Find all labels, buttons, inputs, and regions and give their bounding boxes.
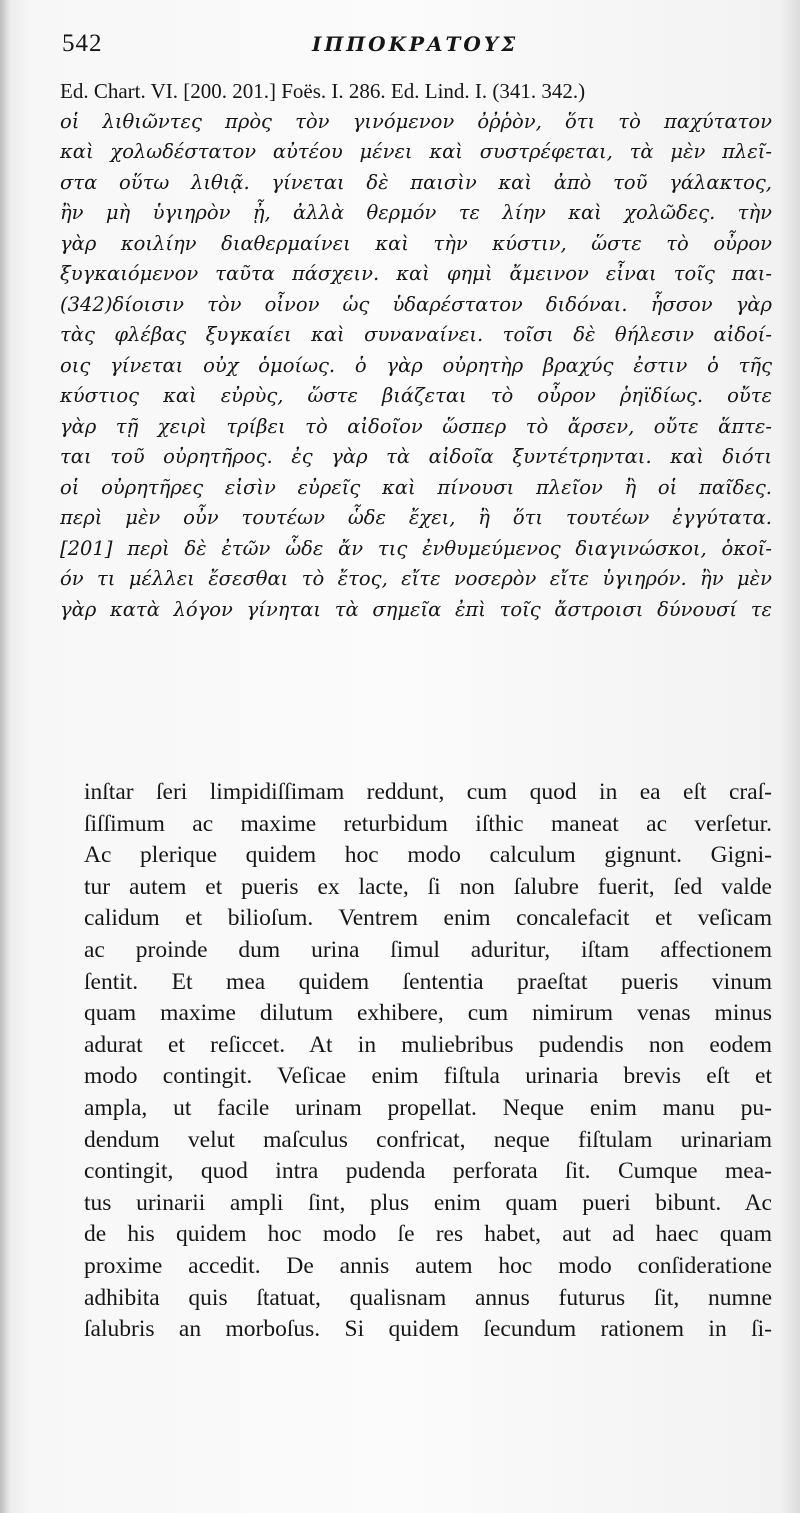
page-header — [62, 30, 762, 66]
greek-line: ἢν μὴ ὑγιηρὸν ᾖ, ἀλλὰ θερμόν τε λίην καὶ χολῶδες. τὴν — [60, 201, 772, 224]
edition-reference-line: Ed. Chart. VI. [200. 201.] Foës. I. 286. Ed. Lind. I. (341. 342.) — [60, 79, 586, 103]
greek-line: στα οὕτω λιθιᾷ. γίνεται δὲ παισὶν καὶ ἀπὸ τοῦ γάλακτος, — [60, 170, 772, 194]
running-head: ΙΠΠΟΚΡΑΤΟΥΣ — [312, 32, 519, 56]
latin-line: calidum et bilioſum. Ventrem enim concalefacit et veſicam — [84, 905, 772, 932]
latin-line: de his quidem hoc modo ſe res habet, aut ad haec quam — [84, 1221, 772, 1248]
greek-text-block — [60, 76, 772, 625]
greek-line: περὶ μὲν οὖν τουτέων ὧδε ἔχει, ἢ ὅτι τουτέων ἐγγύτατα. — [60, 506, 772, 529]
page-spine-shadow — [0, 0, 10, 1513]
latin-line: Ac plerique quidem hoc modo calculum gignunt. Gigni- — [84, 842, 772, 869]
latin-line: proxime accedit. De annis autem hoc modo conſideratione — [84, 1252, 772, 1279]
latin-line: quam maxime dilutum exhibere, cum nimirum venas minus — [84, 1000, 772, 1027]
greek-line: οἱ οὐρητῆρες εἰσὶν εὐρεῖς καὶ πίνουσι πλεῖον ἢ οἱ παῖδες. — [60, 475, 772, 499]
latin-line: tus urinarii ampli ſint, plus enim quam pueri bibunt. Ac — [84, 1189, 772, 1216]
greek-line: οις γίνεται οὐχ ὁμοίως. ὁ γὰρ οὐρητὴρ βραχύς ἐστιν ὁ τῆς — [60, 353, 772, 377]
latin-line: tur autem et pueris ex lacte, ſi non ſalubre fuerit, ſed valde — [84, 873, 772, 900]
latin-text-block — [84, 777, 772, 1346]
greek-line: κύστιος καὶ εὐρὺς, ὥστε βιάζεται τὸ οὖρον ῥηϊδίως. οὔτε — [60, 384, 772, 407]
greek-line: ται τοῦ οὐρητῆρος. ἐς γὰρ τὰ αἰδοῖα ξυντέτρηνται. καὶ διότι — [60, 445, 772, 468]
greek-line: γὰρ κατὰ λόγον γίνηται τὰ σημεῖα ἐπὶ τοῖς ἄστροισι δύνουσί τε — [60, 597, 772, 621]
greek-line: [201] περὶ δὲ ἐτῶν ὧδε ἄν τις ἐνθυμεύμενος διαγινώσκοι, ὁκοῖ- — [60, 536, 772, 560]
latin-line: ampla, ut facile urinam propellat. Neque enim manu pu- — [84, 1094, 772, 1121]
page-number: 542 — [62, 30, 103, 57]
latin-line: adurat et reſiccet. At in muliebribus pudendis non eodem — [84, 1031, 772, 1058]
greek-line: γὰρ τῇ χειρὶ τρίβει τὸ αἰδοῖον ὥσπερ τὸ ἄρσεν, οὔτε ἅπτε- — [60, 414, 772, 438]
latin-line: inſtar ſeri limpidiſſimam reddunt, cum quod in ea eſt craſ- — [84, 779, 772, 805]
greek-line: οἱ λιθιῶντες πρὸς τὸν γινόμενον ὀῤῥὸν, ὅτι τὸ παχύτατον — [60, 109, 772, 133]
greek-line: καὶ χολωδέστατον αὐτέου μένει καὶ συστρέφεται, τὰ μὲν πλεῖ- — [60, 140, 772, 163]
latin-line: ſentit. Et mea quidem ſententia praeſtat pueris vinum — [84, 968, 772, 995]
latin-line: adhibita quis ſtatuat, qualisnam annus futurus ſit, numne — [84, 1284, 772, 1311]
greek-line: τὰς φλέβας ξυγκαίει καὶ συναναίνει. τοῖσι δὲ θήλεσιν αἰδοί- — [60, 323, 772, 346]
latin-line: ac proinde dum urina ſimul aduritur, iſtam affectionem — [84, 936, 772, 963]
greek-line: όν τι μέλλει ἔσεσθαι τὸ ἔτος, εἴτε νοσερὸν εἴτε ὑγιηρόν. ἢν μὲν — [60, 567, 772, 590]
latin-line: ſalubris an morboſus. Si quidem ſecundum rationem in ſi- — [84, 1316, 772, 1343]
greek-line: γὰρ κοιλίην διαθερμαίνει καὶ τὴν κύστιν, ὥστε τὸ οὖρον — [60, 231, 772, 255]
greek-line: ξυγκαιόμενον ταῦτα πάσχειν. καὶ φημὶ ἄμεινον εἶναι τοῖς παι- — [60, 262, 772, 285]
latin-line: modo contingit. Veſicae enim fiſtula urinaria brevis eſt et — [84, 1063, 772, 1090]
latin-line: ſiſſimum ac maxime returbidum iſthic maneat ac verſetur. — [84, 810, 772, 837]
latin-line: dendum velut maſculus confricat, neque fiſtulam urinariam — [84, 1126, 772, 1153]
greek-line: (342)δίοισιν τὸν οἶνον ὡς ὑδαρέστατον διδόναι. ἧσσον γὰρ — [60, 292, 772, 316]
latin-line: contingit, quod intra pudenda perforata ſit. Cumque mea- — [84, 1158, 772, 1185]
